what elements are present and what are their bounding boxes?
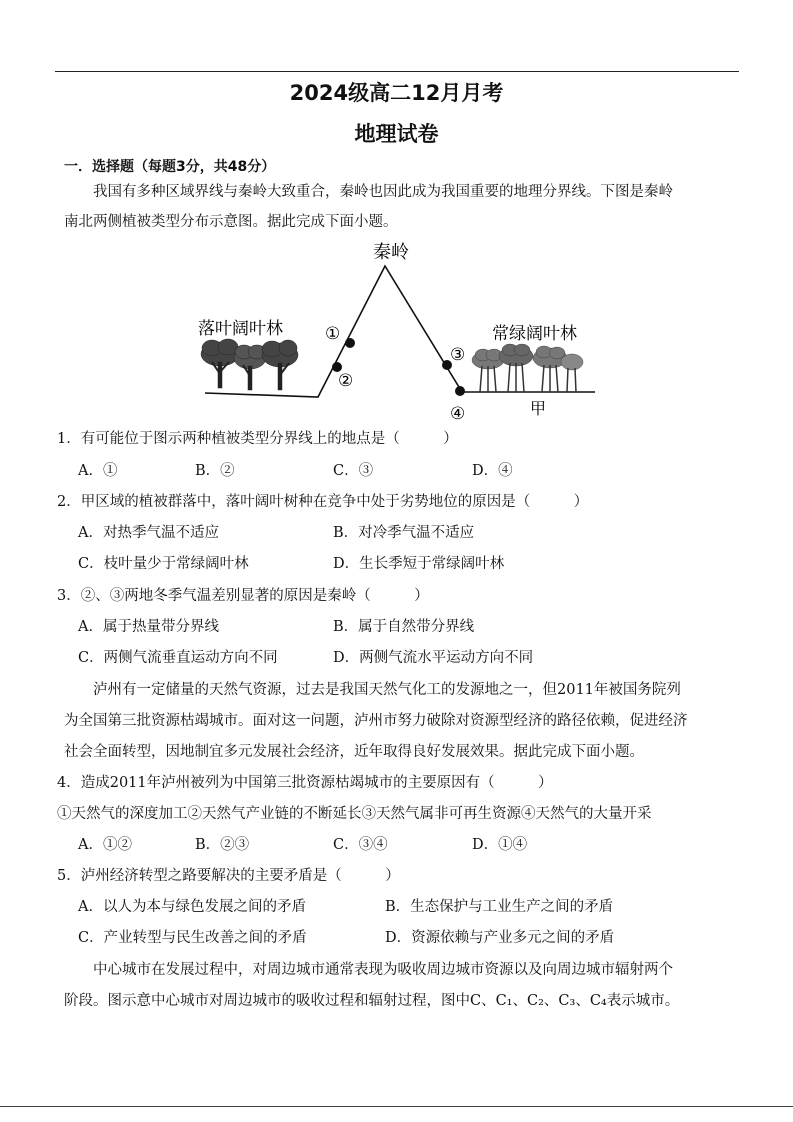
- q2-option-d[interactable]: D．生长季短于常绿阔叶林: [333, 556, 505, 572]
- q2-stem: 2．甲区域的植被群落中，落叶阔叶树种在竞争中处于劣势地位的原因是（ ）: [57, 494, 589, 510]
- area-jia-label: 甲: [530, 399, 547, 418]
- deciduous-tree-icon: [234, 345, 266, 390]
- passage3-line1: 中心城市在发展过程中，对周边城市通常表现为吸收周边城市资源以及向周边城市辐射两个: [93, 962, 673, 978]
- qinling-vegetation-diagram: [190, 236, 610, 426]
- q3-option-a[interactable]: A．属于热量带分界线: [78, 619, 219, 635]
- deciduous-tree-icon: [262, 340, 298, 390]
- q4-option-c[interactable]: C．③④: [333, 837, 388, 853]
- point-1-label: ①: [325, 324, 341, 344]
- q4-option-d[interactable]: D．①④: [472, 837, 528, 853]
- section-heading: 一．选择题（每题3分，共48分）: [64, 159, 276, 175]
- deciduous-tree-icon: [201, 339, 239, 388]
- q5-option-b[interactable]: B．生态保护与工业生产之间的矛盾: [385, 899, 614, 915]
- q3-option-d[interactable]: D．两侧气流水平运动方向不同: [333, 650, 534, 666]
- q3-stem: 3．②、③两地冬季气温差别显著的原因是秦岭（ ）: [57, 588, 429, 604]
- deciduous-forest-label: 落叶阔叶林: [198, 319, 283, 339]
- evergreen-tree-icon: [533, 346, 567, 392]
- q4-option-a[interactable]: A．①②: [78, 837, 132, 853]
- exam-title: 2024级高二12月月考: [289, 81, 504, 105]
- q1-stem: 1．有可能位于图示两种植被类型分界线上的地点是（ ）: [57, 431, 458, 447]
- point-2-label: ②: [338, 371, 354, 391]
- q5-option-c[interactable]: C．产业转型与民生改善之间的矛盾: [78, 930, 307, 946]
- header-rule: [55, 71, 739, 72]
- point-4-label: ④: [450, 404, 466, 424]
- q5-stem: 5．泸州经济转型之路要解决的主要矛盾是（ ）: [57, 868, 400, 884]
- q1-option-b[interactable]: B．②: [195, 463, 235, 479]
- q1-option-d[interactable]: D．④: [472, 463, 513, 479]
- passage2-line2: 为全国第三批资源枯竭城市。面对这一问题，泸州市努力破除对资源型经济的路径依赖，促进经济: [64, 713, 688, 729]
- passage1-line2: 南北两侧植被类型分布示意图。据此完成下面小题。: [64, 214, 398, 230]
- peak-label: 秦岭: [373, 242, 409, 263]
- passage1-line1: 我国有多种区域界线与秦岭大致重合，秦岭也因此成为我国重要的地理分界线。下图是秦岭: [93, 184, 673, 200]
- point-1-dot: [345, 338, 355, 348]
- evergreen-tree-icon: [499, 344, 533, 392]
- q5-option-d[interactable]: D．资源依赖与产业多元之间的矛盾: [385, 930, 615, 946]
- q2-option-b[interactable]: B．对冷季气温不适应: [333, 525, 475, 541]
- footer-rule: [0, 1106, 793, 1107]
- q1-option-a[interactable]: A．①: [78, 463, 118, 479]
- point-4-dot: [455, 386, 465, 396]
- evergreen-tree-icon: [561, 354, 583, 392]
- q4-stem: 4．造成2011年泸州被列为中国第三批资源枯竭城市的主要原因有（ ）: [57, 775, 553, 791]
- evergreen-forest-label: 常绿阔叶林: [492, 324, 577, 344]
- point-3-label: ③: [450, 345, 466, 365]
- q3-option-b[interactable]: B．属于自然带分界线: [333, 619, 475, 635]
- q2-option-c[interactable]: C．枝叶量少于常绿阔叶林: [78, 556, 249, 572]
- q5-option-a[interactable]: A．以人为本与绿色发展之间的矛盾: [78, 899, 306, 915]
- q4-statements: ①天然气的深度加工②天然气产业链的不断延长③天然气属非可再生资源④天然气的大量开采: [57, 806, 652, 822]
- q4-option-b[interactable]: B．②③: [195, 837, 250, 853]
- passage3-line2: 阶段。图示意中心城市对周边城市的吸收过程和辐射过程，图中C、C₁、C₂、C₃、C₄表示城市。: [64, 993, 680, 1009]
- q3-option-c[interactable]: C．两侧气流垂直运动方向不同: [78, 650, 278, 666]
- passage2-line1: 泸州有一定储量的天然气资源，过去是我国天然气化工的发源地之一，但2011年被国务院列: [93, 682, 681, 698]
- passage2-line3: 社会全面转型，因地制宜多元发展社会经济，近年取得良好发展效果。据此完成下面小题。: [64, 744, 644, 760]
- q2-option-a[interactable]: A．对热季气温不适应: [78, 525, 219, 541]
- q1-option-c[interactable]: C．③: [333, 463, 374, 479]
- exam-subtitle: 地理试卷: [354, 122, 439, 146]
